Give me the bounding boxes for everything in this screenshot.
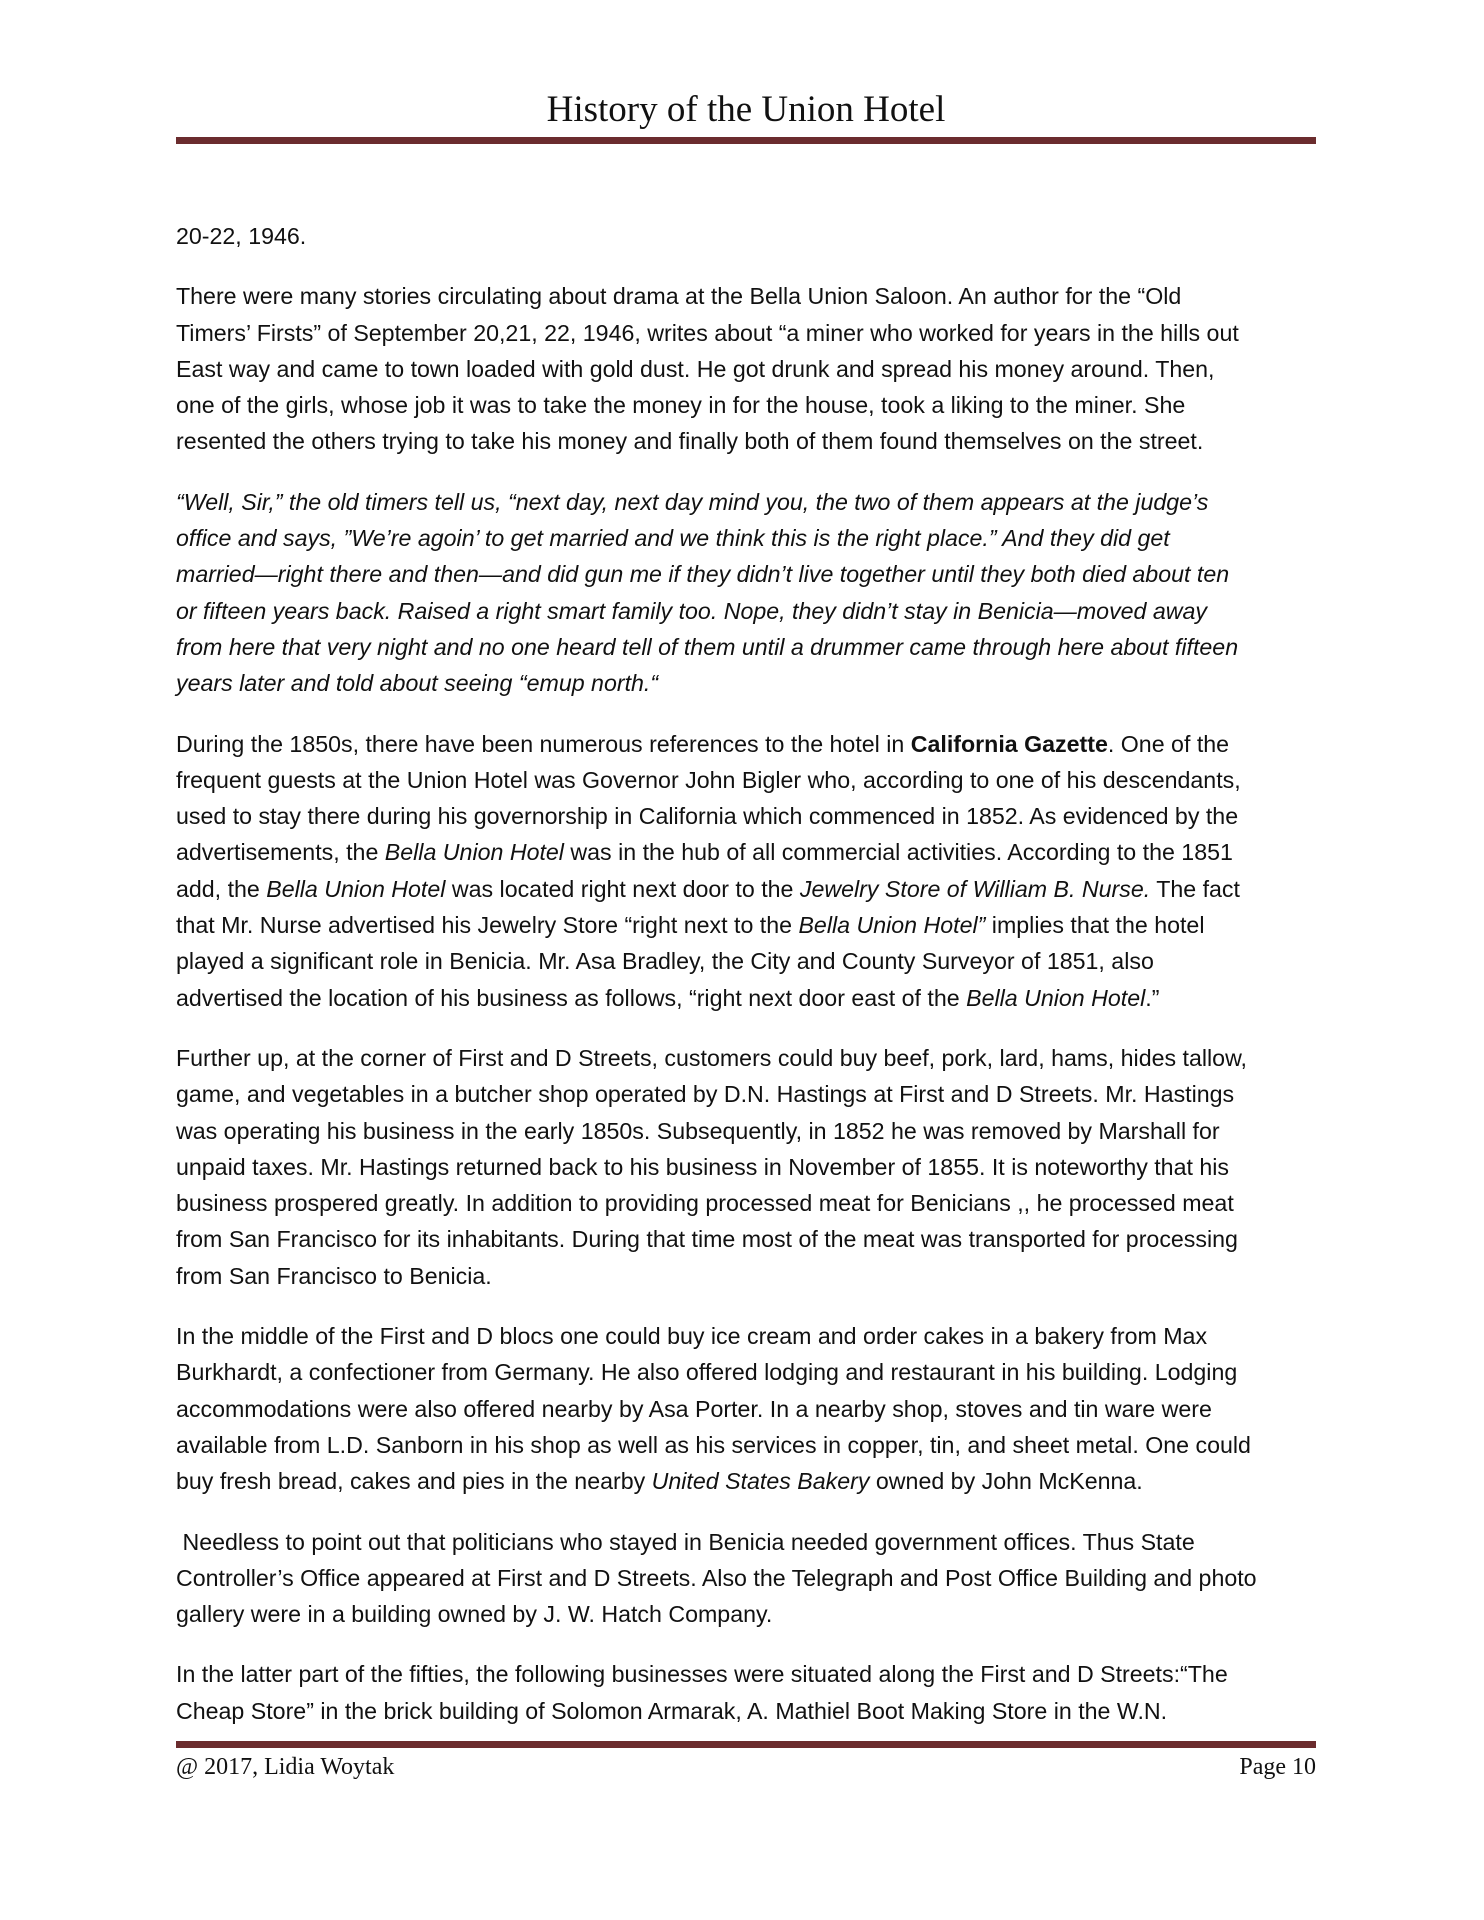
text-run: .” — [1145, 984, 1160, 1011]
text-line: gallery were in a building owned by J. W. Hatch Company. — [176, 1601, 773, 1628]
document-body — [176, 218, 1316, 1753]
text-line: or fifteen years back. Raised a right smart family too. Nope, they didn’t stay in Benicia—moved away — [176, 597, 1208, 624]
header-rule — [176, 137, 1316, 144]
hotel-name: Bella Union Hotel” — [798, 912, 986, 939]
text-line — [176, 726, 1316, 762]
text-line: from San Francisco for its inhabitants. During that time most of the meat was transported for processing — [176, 1226, 1238, 1253]
text-line: Timers’ Firsts” of September 20,21, 22, 1946, writes about “a miner who worked for years in the hills out — [176, 319, 1239, 346]
text-run: was in the hub of all commercial activities. According to the 1851 — [563, 839, 1233, 866]
text-line: years later and told about seeing “emup north.“ — [176, 670, 659, 697]
text-line: was operating his business in the early 1850s. Subsequently, in 1852 he was removed by Marshall for — [176, 1117, 1220, 1144]
text-line — [176, 871, 1316, 907]
text-line: married—right there and then—and did gun me if they didn’t live together until they both died about ten — [176, 561, 1230, 588]
text-line: Controller’s Office appeared at First and D Streets. Also the Telegraph and Post Office Building and photo — [176, 1564, 1257, 1591]
text-line: Cheap Store” in the brick building of Solomon Armarak, A. Mathiel Boot Making Store in the W.N. — [176, 1697, 1168, 1724]
text-run: . One of the — [1107, 730, 1230, 757]
paragraph-5 — [176, 1040, 1316, 1294]
text-line: one of the girls, whose job it was to take the money in for the house, took a liking to the miner. She — [176, 392, 1186, 419]
text-line: unpaid taxes. Mr. Hastings returned back to his business in November of 1855. It is noteworthy that his — [176, 1153, 1230, 1180]
text-run: advertisements, the — [176, 839, 385, 866]
text-line: from San Francisco to Benicia. — [176, 1262, 492, 1289]
footer-rule — [176, 1741, 1316, 1748]
hotel-name: Bella Union Hotel — [966, 984, 1146, 1011]
paragraph-8 — [176, 1656, 1316, 1729]
bakery-name: United States Bakery — [651, 1468, 870, 1495]
text-run: was located right next door to the — [445, 875, 800, 902]
quote-paragraph — [176, 484, 1316, 702]
paragraph-1 — [176, 218, 1316, 254]
hotel-name: Bella Union Hotel — [266, 875, 446, 902]
text-line — [176, 907, 1316, 943]
text-run: owned by John McKenna. — [869, 1468, 1143, 1495]
text-run: that Mr. Nurse advertised his Jewelry Store “right next to the — [176, 912, 799, 939]
text-line: Burkhardt, a confectioner from Germany. He also offered lodging and restaurant in his building. Lodging — [176, 1359, 1238, 1386]
text-line: available from L.D. Sanborn in his shop as well as his services in copper, tin, and sheet metal. One could — [176, 1431, 1251, 1458]
page-number: Page 10 — [1239, 1754, 1316, 1780]
text-line: played a significant role in Benicia. Mr. Asa Bradley, the City and County Surveyor of 1851, also — [176, 948, 1154, 975]
paragraph-6 — [176, 1318, 1316, 1499]
text-line: “Well, Sir,” the old timers tell us, “next day, next day mind you, the two of them appears at the judge’s — [176, 488, 1209, 515]
publication-name: California Gazette — [910, 730, 1108, 757]
paragraph-2 — [176, 278, 1316, 459]
store-name: Jewelry Store of William B. Nurse. — [799, 875, 1151, 902]
text-line: Further up, at the corner of First and D Streets, customers could buy beef, pork, lard, hams, hides tallow, — [176, 1044, 1247, 1071]
text-line: resented the others trying to take his money and finally both of them found themselves on the street. — [176, 428, 1204, 455]
text-line: 20-22, 1946. — [176, 223, 307, 249]
hotel-name: Bella Union Hotel — [384, 839, 564, 866]
paragraph-4 — [176, 726, 1316, 1016]
text-line: game, and vegetables in a butcher shop operated by D.N. Hastings at First and D Streets. Mr. Hastings — [176, 1081, 1235, 1108]
text-line: There were many stories circulating about drama at the Bella Union Saloon. An author for the “Old — [176, 283, 1182, 310]
text-line — [176, 834, 1316, 870]
text-run: add, the — [176, 875, 267, 902]
text-line: frequent guests at the Union Hotel was Governor John Bigler who, according to one of his descendants, — [176, 766, 1241, 793]
text-run: implies that the hotel — [985, 912, 1205, 939]
text-line: East way and came to town loaded with gold dust. He got drunk and spread his money around. Then, — [176, 355, 1215, 382]
text-line: In the middle of the First and D blocs one could buy ice cream and order cakes in a bakery from Max — [176, 1323, 1208, 1350]
paragraph-7 — [176, 1524, 1316, 1633]
text-line: used to stay there during his governorship in California which commenced in 1852. As evidenced by the — [176, 803, 1239, 830]
text-line: In the latter part of the fifties, the following businesses were situated along the First and D Streets:“The — [176, 1661, 1228, 1688]
text-line: from here that very night and no one heard tell of them until a drummer came through here about fifteen — [176, 633, 1239, 660]
text-run: buy fresh bread, cakes and pies in the nearby — [176, 1468, 652, 1495]
text-line: office and says, ”We’re agoin’ to get married and we think this is the right place.” And they did get — [176, 525, 1170, 552]
text-line: Needless to point out that politicians who stayed in Benicia needed government offices. Thus State — [176, 1528, 1195, 1555]
page-title: History of the Union Hotel — [546, 89, 946, 130]
text-run: The fact — [1150, 875, 1240, 902]
text-line: business prospered greatly. In addition to providing processed meat for Benicians ,, he processed meat — [176, 1190, 1234, 1217]
text-line — [176, 1463, 1316, 1499]
text-line: accommodations were also offered nearby by Asa Porter. In a nearby shop, stoves and tin ware were — [176, 1395, 1212, 1422]
text-line — [176, 980, 1316, 1016]
footer-copyright: @ 2017, Lidia Woytak — [176, 1754, 395, 1780]
text-run: During the 1850s, there have been numerous references to the hotel in — [176, 730, 911, 757]
text-run: advertised the location of his business as follows, “right next door east of the — [176, 984, 967, 1011]
